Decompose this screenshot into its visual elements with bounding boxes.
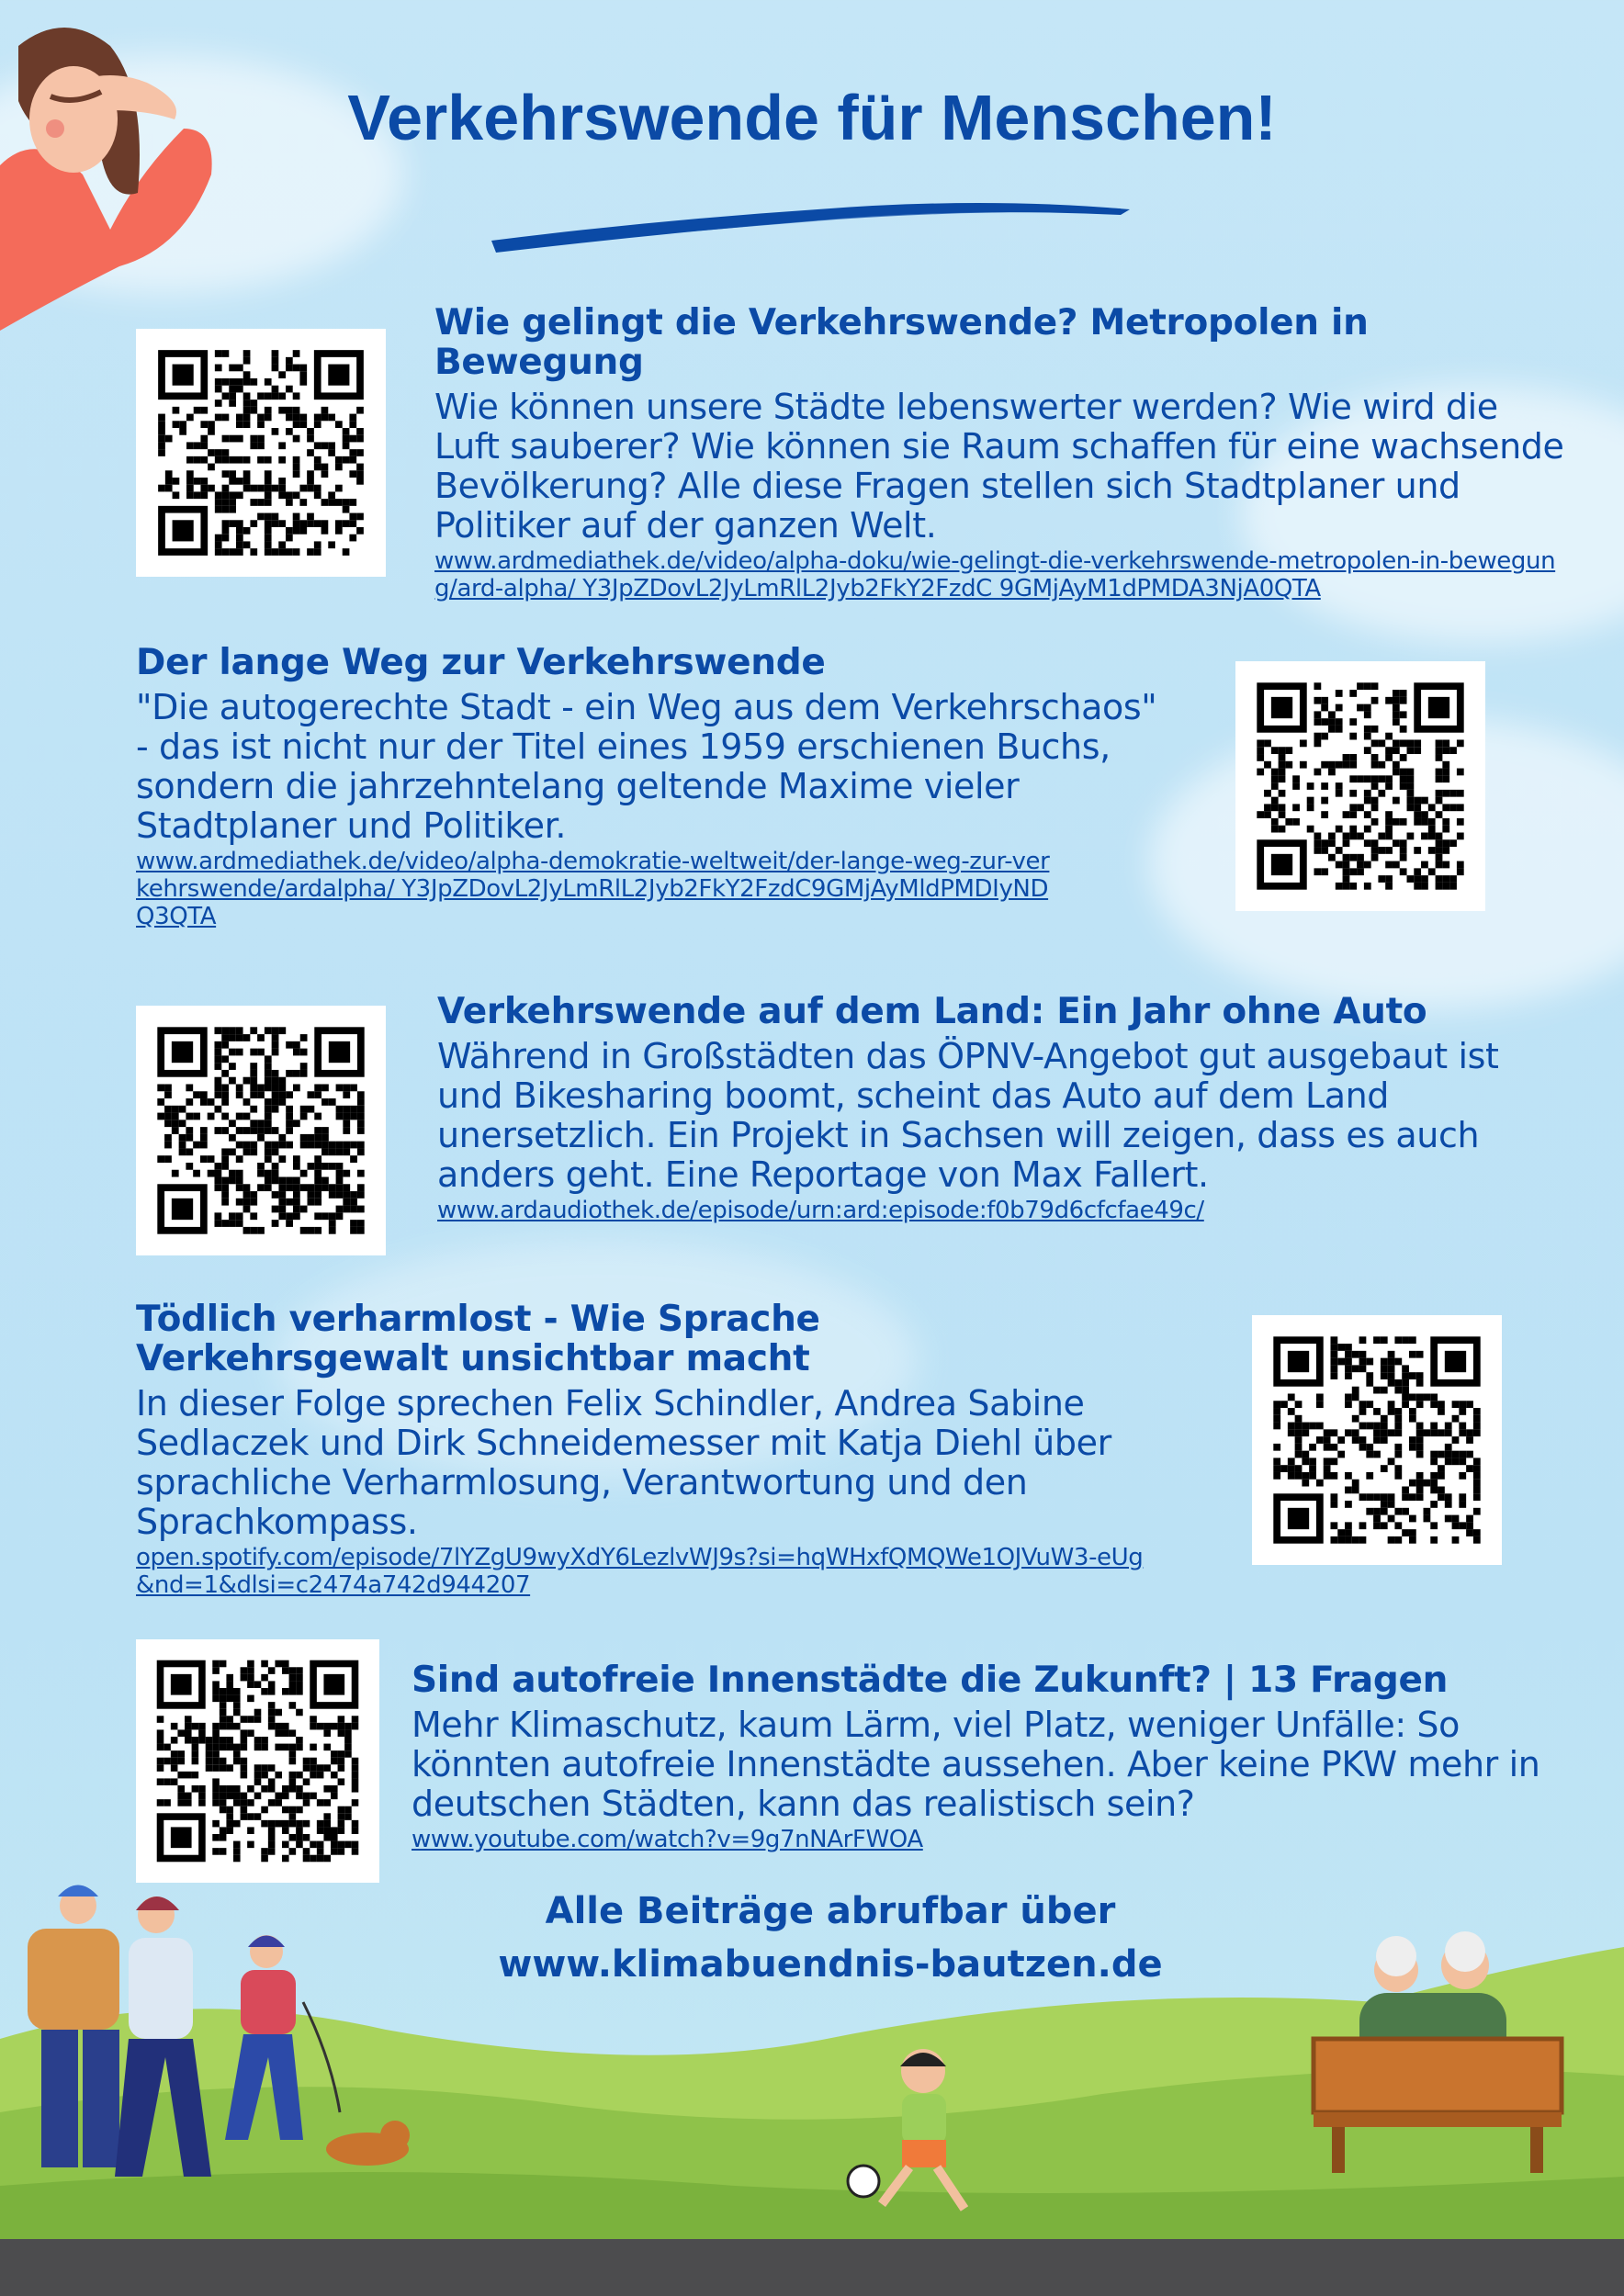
boy-playing-football-illustration bbox=[827, 2043, 992, 2227]
article-text: In dieser Folge sprechen Felix Schindler, Andrea Sabine Sedlaczek und Dirk Schneidemesser mit Katja Diehl über sprachliche Verharmlosung, Verantwortung und den Sprachkompass. bbox=[136, 1383, 1111, 1542]
qr-code-icon bbox=[1252, 1315, 1502, 1565]
article-heading: Der lange Weg zur Verkehrswende bbox=[136, 642, 826, 683]
qr-code-icon bbox=[136, 1006, 386, 1255]
qr-code[interactable] bbox=[136, 1006, 386, 1255]
footer-text bbox=[0, 1885, 1624, 1991]
page-title: Verkehrswende für Menschen! bbox=[347, 82, 1277, 153]
article-block bbox=[437, 992, 1512, 1224]
article-block bbox=[136, 643, 1174, 930]
article-heading: Sind autofreie Innenstädte die Zukunft? | 13 Fragen bbox=[412, 1660, 1449, 1701]
qr-code[interactable] bbox=[1235, 661, 1485, 911]
qr-code-icon bbox=[1235, 661, 1485, 911]
article-link[interactable]: open.spotify.com/episode/7lYZgU9wyXdY6LezlvWJ9s?si=hqWHxfQMQWe1OJVuW3-eUg&nd=1&dlsi=c2474a742d944207 bbox=[136, 1544, 1144, 1599]
article-text: "Die autogerechte Stadt - ein Weg aus dem Verkehrschaos" - das ist nicht nur der Titel eines 1959 erschienen Buchs, sondern die jahrzehntelang geltende Maxime vieler Stadtplaner und Politiker. bbox=[136, 687, 1157, 846]
article-text: Mehr Klimaschutz, kaum Lärm, viel Platz, weniger Unfälle: So könnten autofreie Innenstädte aussehen. Aber keine PKW mehr in deutschen Städten, kann das realistisch sein? bbox=[412, 1705, 1540, 1824]
article-link[interactable]: www.ardaudiothek.de/episode/urn:ard:episode:f0b79d6cfcfae49c/ bbox=[437, 1197, 1204, 1224]
article-heading: Verkehrswende auf dem Land: Ein Jahr ohne Auto bbox=[437, 991, 1427, 1032]
article-text: Während in Großstädten das ÖPNV-Angebot gut ausgebaut ist und Bikesharing boomt, scheint das Auto auf dem Land unersetzlich. Ein Projekt in Sachsen will zeigen, dass es auch anders geht. Eine Reportage von Max Fallert. bbox=[437, 1036, 1499, 1195]
article-heading: Tödlich verharmlost - Wie Sprache Verkehrsgewalt unsichtbar macht bbox=[136, 1299, 820, 1379]
article-block bbox=[412, 1660, 1560, 1853]
qr-code[interactable] bbox=[136, 1639, 379, 1883]
woman-looking-illustration bbox=[0, 18, 230, 331]
bottom-bar bbox=[0, 2239, 1624, 2296]
article-heading: Wie gelingt die Verkehrswende? Metropolen in Bewegung bbox=[434, 302, 1369, 383]
qr-code[interactable] bbox=[1252, 1315, 1502, 1565]
qr-code-icon bbox=[136, 1639, 379, 1883]
footer-website-link[interactable]: www.klimabuendnis-bautzen.de bbox=[498, 1943, 1163, 1986]
footer-line: Alle Beiträge abrufbar über bbox=[545, 1890, 1116, 1932]
article-link[interactable]: www.ardmediathek.de/video/alpha-doku/wie-gelingt-die-verkehrswende-metropolen-in-bewegung/ard-alpha/ Y3JpZDovL2JyLmRlL2Jyb2FkY2FzdC 9GMjAyM1dPMDA3NjA0QTA bbox=[434, 547, 1556, 602]
article-text: Wie können unsere Städte lebenswerter werden? Wie wird die Luft sauberer? Wie können sie Raum schaffen für eine wachsende Bevölkerung? Alle diese Fragen stellen sich Stadtplaner und Politiker auf der ganzen Welt. bbox=[434, 387, 1564, 546]
article-link[interactable]: www.youtube.com/watch?v=9g7nNArFWOA bbox=[412, 1826, 923, 1853]
qr-code-icon bbox=[136, 329, 386, 577]
article-link[interactable]: www.ardmediathek.de/video/alpha-demokratie-weltweit/der-lange-weg-zur-verkehrswende/ardalpha/ Y3JpZDovL2JyLmRlL2Jyb2FkY2FzdC9GMjAyMldPMDIyNDQ3QTA bbox=[136, 848, 1050, 930]
qr-code[interactable] bbox=[136, 329, 386, 577]
brush-stroke-decoration bbox=[487, 184, 1139, 257]
article-block bbox=[434, 303, 1573, 602]
article-block bbox=[136, 1300, 1174, 1599]
